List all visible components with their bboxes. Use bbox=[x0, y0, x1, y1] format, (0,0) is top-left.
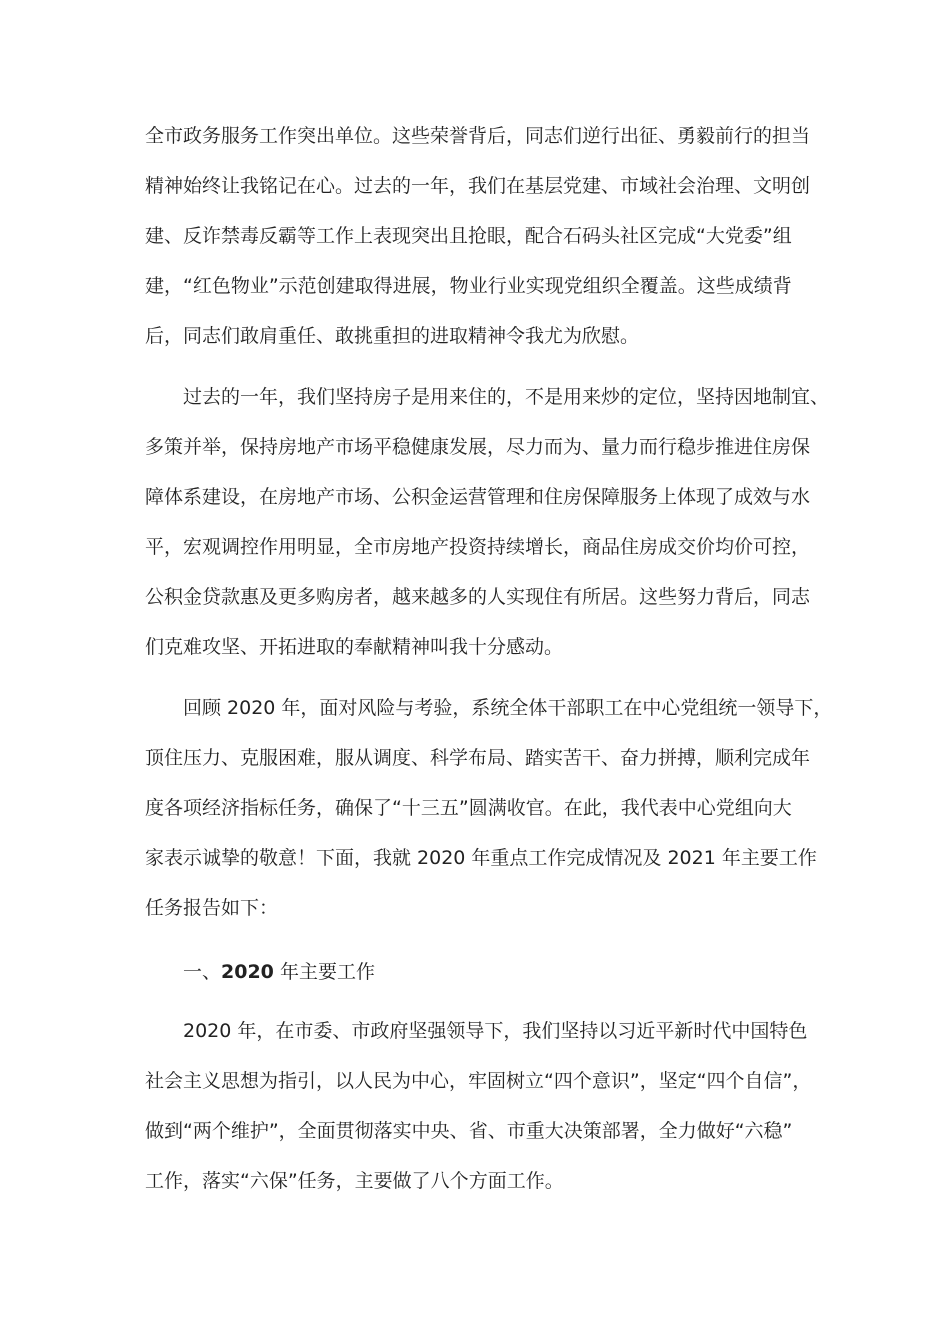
paragraph-5-line-3: 做到“两个维护”，全面贯彻落实中央、省、市重大决策部署，全力做好“六稳” bbox=[145, 1120, 793, 1142]
paragraph-2-line-5: 公积金贷款惠及更多购房者，越来越多的人实现住有所居。这些努力背后，同志 bbox=[145, 586, 811, 608]
paragraph-5-line-2: 社会主义思想为指引，以人民为中心，牢固树立“四个意识”，坚定“四个自信”， bbox=[145, 1070, 812, 1092]
paragraph-1-line-3: 建、反诈禁毒反霸等工作上表现突出且抢眼，配合石码头社区完成“大党委”组 bbox=[145, 225, 792, 247]
paragraph-3-line-4: 家表示诚挚的敬意！下面，我就 2020 年重点工作完成情况及 2021 年主要工作 bbox=[145, 847, 817, 869]
paragraph-1-line-4: 建，“红色物业”示范创建取得进展，物业行业实现党组织全覆盖。这些成绩背 bbox=[145, 275, 792, 297]
paragraph-1-line-5: 后，同志们敢肩重任、敢挑重担的进取精神令我尤为欣慰。 bbox=[145, 325, 640, 347]
paragraph-2-line-2: 多策并举，保持房地产市场平稳健康发展，尽力而为、量力而行稳步推进住房保 bbox=[145, 436, 811, 458]
section-heading-year: 2020 bbox=[221, 961, 274, 983]
paragraph-3-line-1: 回顾 2020 年，面对风险与考验，系统全体干部职工在中心党组统一领导下， bbox=[183, 697, 833, 719]
section-heading bbox=[183, 960, 375, 984]
paragraph-5-line-4: 工作，落实“六保”任务，主要做了八个方面工作。 bbox=[145, 1170, 564, 1192]
paragraph-2-line-4: 平，宏观调控作用明显，全市房地产投资持续增长，商品住房成交价均价可控， bbox=[145, 536, 811, 558]
paragraph-5-line-1: 2020 年，在市委、市政府坚强领导下，我们坚持以习近平新时代中国特色 bbox=[183, 1020, 808, 1042]
paragraph-3-line-3: 度各项经济指标任务，确保了“十三五”圆满收官。在此，我代表中心党组向大 bbox=[145, 797, 792, 819]
paragraph-1-line-2: 精神始终让我铭记在心。过去的一年，我们在基层党建、市域社会治理、文明创 bbox=[145, 175, 811, 197]
paragraph-1-line-1: 全市政务服务工作突出单位。这些荣誉背后，同志们逆行出征、勇毅前行的担当 bbox=[145, 125, 811, 147]
paragraph-3-line-2: 顶住压力、克服困难，服从调度、科学布局、踏实苦干、奋力拼搏，顺利完成年 bbox=[145, 747, 811, 769]
paragraph-3-line-5: 任务报告如下： bbox=[145, 897, 279, 919]
section-heading-text: 年主要工作 bbox=[273, 961, 375, 983]
paragraph-2-line-6: 们克难攻坚、开拓进取的奉献精神叫我十分感动。 bbox=[145, 636, 564, 658]
paragraph-2-line-3: 障体系建设，在房地产市场、公积金运营管理和住房保障服务上体现了成效与水 bbox=[145, 486, 811, 508]
section-heading-prefix: 一、 bbox=[183, 961, 222, 983]
paragraph-2-line-1: 过去的一年，我们坚持房子是用来住的，不是用来炒的定位，坚持因地制宜、 bbox=[183, 386, 830, 408]
